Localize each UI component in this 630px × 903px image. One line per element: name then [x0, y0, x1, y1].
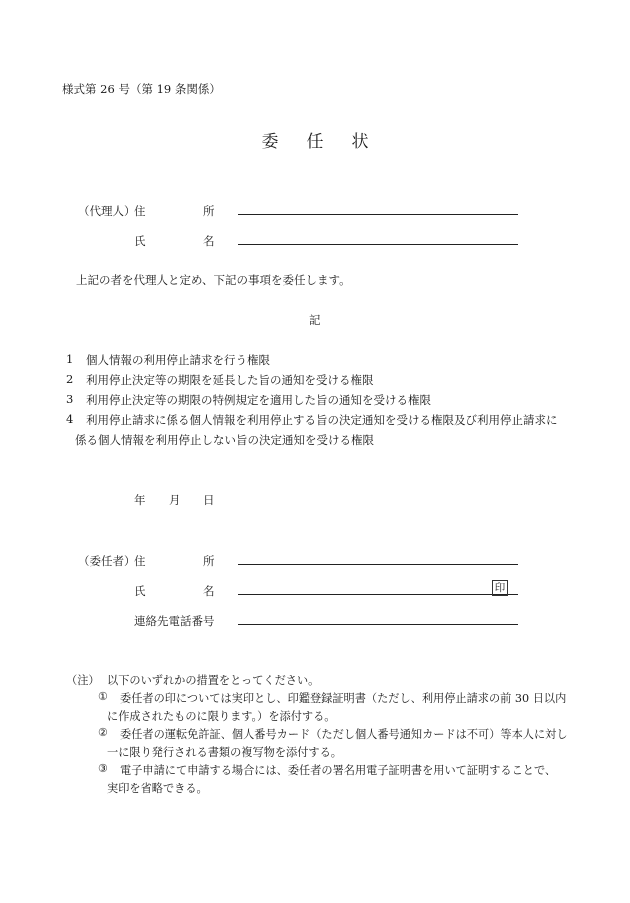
principal-phone-label: 連絡先電話番号	[134, 614, 215, 628]
item-text: 個人情報の利用停止請求を行う権限	[86, 353, 270, 367]
note-intro: 以下のいずれかの措置をとってください。	[107, 674, 320, 687]
note-mark: ③	[98, 762, 109, 775]
form-number: 様式第 26 号（第 19 条関係）	[62, 82, 221, 96]
delegation-statement: 上記の者を代理人と定め、下記の事項を委任します。	[76, 273, 351, 287]
note-mark: ②	[98, 726, 109, 739]
seal-mark: 印	[492, 580, 508, 596]
item-text: 利用停止決定等の期限の特例規定を適用した旨の通知を受ける権限	[86, 393, 431, 407]
title-char: 委	[261, 132, 279, 152]
note-line: 実印を省略できる。	[107, 782, 208, 795]
agent-address-field[interactable]	[238, 214, 518, 215]
note-prefix: （注）	[66, 674, 100, 687]
title-char: 任	[306, 132, 324, 152]
document-title	[0, 127, 630, 152]
item-text: 利用停止決定等の期限を延長した旨の通知を受ける権限	[86, 373, 374, 387]
item-text-continued: 係る個人情報を利用停止しない旨の決定通知を受ける権限	[75, 433, 374, 447]
note-mark: ①	[98, 690, 109, 703]
agent-address-label-b: 所	[203, 204, 215, 218]
item-number: 3	[66, 392, 74, 406]
principal-name-field[interactable]	[238, 594, 518, 595]
date-year-label: 年	[134, 493, 146, 507]
principal-role-label: （委任者）	[78, 554, 136, 568]
item-text: 利用停止請求に係る個人情報を利用停止する旨の決定通知を受ける権限及び利用停止請求に	[86, 413, 558, 427]
item-number: 4	[66, 412, 74, 426]
date-day-label: 日	[203, 493, 215, 507]
ki-heading: 記	[309, 313, 321, 327]
principal-phone-field[interactable]	[238, 624, 518, 625]
principal-address-field[interactable]	[238, 564, 518, 565]
item-number: 1	[66, 352, 74, 366]
date-month-label: 月	[169, 493, 181, 507]
note-line: 一に限り発行される書類の複写物を添付する。	[107, 746, 342, 759]
note-line: 電子申請にて申請する場合には、委任者の署名用電子証明書を用いて証明することで、	[120, 764, 557, 777]
agent-address-label-a: 住	[134, 204, 146, 218]
agent-role-label: （代理人）	[78, 204, 136, 218]
agent-name-field[interactable]	[238, 244, 518, 245]
principal-address-label-b: 所	[203, 554, 215, 568]
note-line: に作成されたものに限ります。）を添付する。	[107, 710, 336, 723]
item-number: 2	[66, 372, 74, 386]
principal-address-label-a: 住	[134, 554, 146, 568]
title-char: 状	[351, 132, 369, 152]
principal-name-label-a: 氏	[134, 584, 146, 598]
principal-name-label-b: 名	[203, 584, 215, 598]
agent-name-label-b: 名	[203, 234, 215, 248]
note-line: 委任者の運転免許証、個人番号カード（ただし個人番号通知カードは不可）等本人に対し	[120, 728, 568, 741]
agent-name-label-a: 氏	[134, 234, 146, 248]
note-line: 委任者の印については実印とし、印鑑登録証明書（ただし、利用停止請求の前 30 日以内	[120, 692, 567, 705]
